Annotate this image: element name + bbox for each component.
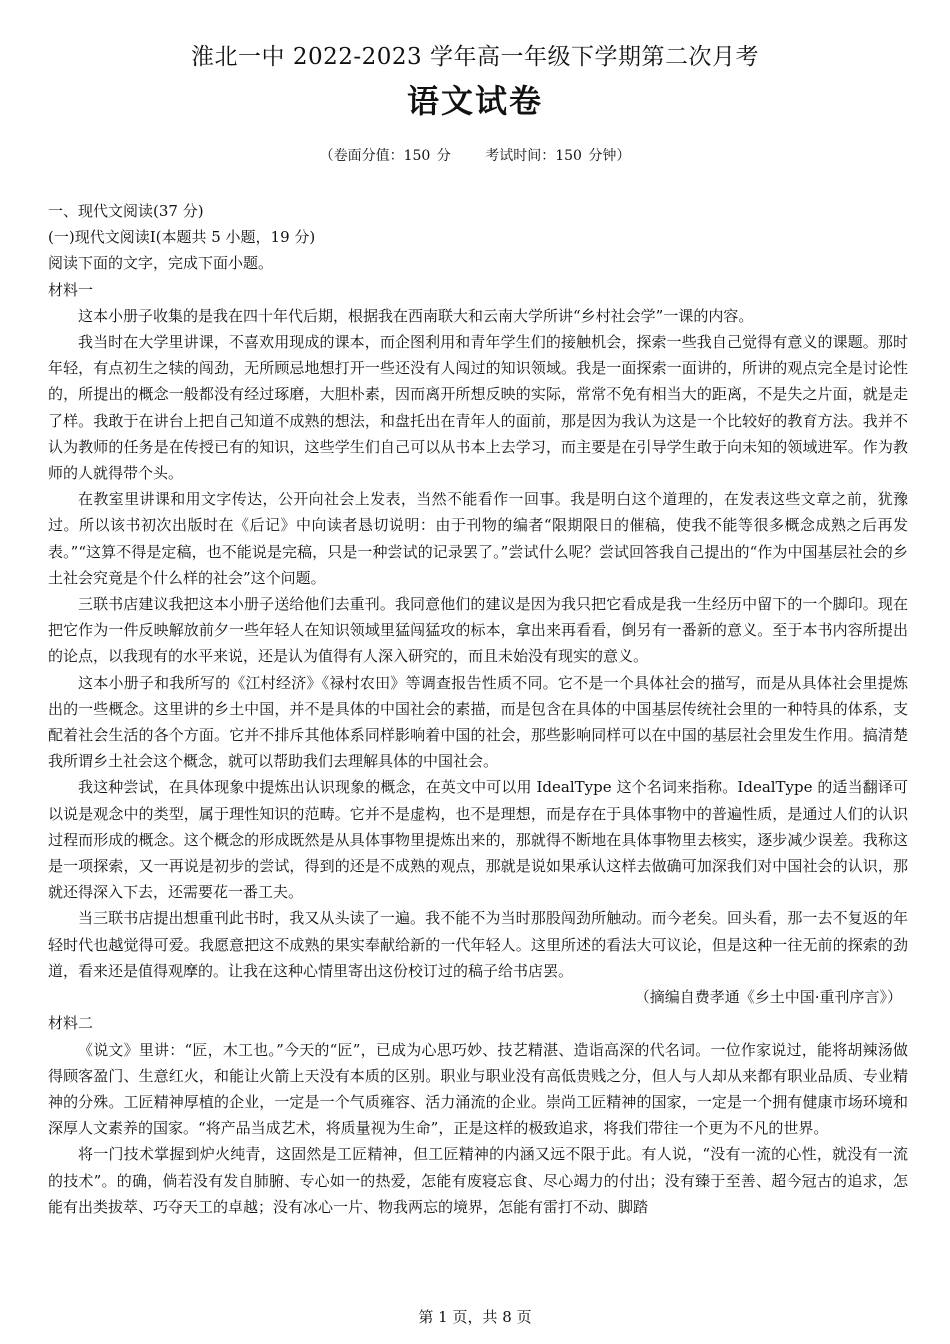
exam-meta: [0, 145, 950, 165]
paragraph: 当三联书店提出想重刊此书时，我又从头读了一遍。我不能不为当时那股闯劲所触动。而今老矣。回头看，那一去不复返的年轻时代也越觉得可爱。我愿意把这不成熟的果实奉献给新的一代年轻人。这里所述的看法大可议论，但是这种一往无前的探索的劲道，看来还是值得观摩的。让我在这种心情里寄出这份校订过的稿子给书店罢。: [48, 909, 908, 980]
paragraph: 这本小册子收集的是我在四十年代后期，根据我在西南联大和云南大学所讲“乡村社会学”一课的内容。: [78, 306, 754, 325]
paragraph: 将一门技术掌握到炉火纯青，这固然是工匠精神，但工匠精神的内涵又远不限于此。有人说，“没有一流的心性，就没有一流的技术”。的确，倘若没有发自肺腑、专心如一的热爱，怎能有废寝忘食、尽心竭力的付出；没有臻于至善、超今冠古的追求，怎能有出类拔萃、巧夺天工的卓越；没有冰心一片、物我两忘的境界，怎能有雷打不动、脚踏: [48, 1145, 908, 1216]
paragraph: 三联书店建议我把这本小册子送给他们去重刊。我同意他们的建议是因为我只把它看成是我一生经历中留下的一个脚印。现在把它作为一件反映解放前夕一些年轻人在知识领域里猛闯猛攻的标本，拿出来再看看，倒另有一番新的意义。至于本书内容所提出的论点，以我现有的水平来说，还是认为值得有人深入研究的，而且未始没有现实的意义。: [48, 595, 908, 666]
paragraph: 我当时在大学里讲课，不喜欢用现成的课本，而企图利用和青年学生们的接触机会，探索一些我自己觉得有意义的课题。那时年轻，有点初生之犊的闯劲，无所顾忌地想打开一些还没有人闯过的知识领域。我是一面探索一面讲的，所讲的观点完全是讨论性的，所提出的概念一般都没有经过琢磨，大胆朴素，因而离开所想反映的实际，常常不免有相当大的距离，不是失之片面，就是走了样。我敢于在讲台上把自己知道不成熟的想法，和盘托出在青年人的面前，那是因为我认为这是一个比较好的教育方法。我并不认为教师的任务是在传授已有的知识，这些学生们自己可以从书本上去学习，而主要是在引导学生敢于向未知的领域进军。作为教师的人就得带个头。: [48, 333, 908, 483]
instruction: 阅读下面的文字，完成下面小题。: [48, 254, 274, 273]
exam-title: 淮北一中 2022-2023 学年高一年级下学期第二次月考: [191, 44, 759, 70]
exam-subject-title: 语文试卷: [406, 82, 543, 120]
paragraph: 我这种尝试，在具体现象中提炼出认识现象的概念，在英文中可以用 IdealType 这个名词来指称。IdealType 的适当翻译可以说是观念中的类型，属于理性知识的范畴。它并不是虚构，也不是理想，而是存在于具体事物中的普遍性质，是通过人们的认识过程而形成的概念。这个概念的形成既然是从具体事物里提炼出来的，那就得不断地在具体事物里去核实，逐步减少误差。我称这是一项探索，又一再说是初步的尝试，得到的还是不成熟的观点，那就是说如果承认这样去做确可加深我们对中国社会的认识，那就还得深入下去，还需要花一番工夫。: [48, 778, 908, 902]
paragraph: 《说文》里讲：“匠，木工也。”今天的“匠”，已成为心思巧妙、技艺精湛、造诣高深的代名词。一位作家说过，能将胡辣汤做得顾客盈门、生意红火，和能让火箭上天没有本质的区别。职业与职业没有高低贵贱之分，但人与人却从来都有职业品质、专业精神的分殊。工匠精神厚植的企业，一定是一个气质雍容、活力涌流的企业。崇尚工匠精神的国家，一定是一个拥有健康市场环境和深厚人文素养的国家。“将产品当成艺术，将质量视为生命”，正是这样的极致追求，将我们带往一个更为不凡的世界。: [48, 1040, 908, 1138]
paragraph: 这本小册子和我所写的《江村经济》《禄村农田》等调查报告性质不同。它不是一个具体社会的描写，而是从具体社会里提炼出的一些概念。这里讲的乡土中国，并不是具体的中国社会的素描，而是包含在具体的中国基层传统社会里的一种特具的体系，支配着社会生活的各个方面。它并不排斥其他体系同样影响着中国的社会，那些影响同样可以在中国的基层社会里发生作用。搞清楚我所谓乡土社会这个概念，就可以帮助我们去理解具体的中国社会。: [48, 673, 908, 771]
material-label: 材料一: [48, 280, 94, 299]
page-footer: 第 1 页，共 8 页: [418, 1308, 532, 1326]
section-heading: 一、现代文阅读(37 分): [48, 202, 204, 220]
source-citation: （摘编自费孝通《乡土中国·重刊序言》）: [634, 988, 902, 1007]
exam-body: [48, 198, 908, 1220]
score-info: （卷面分值：150 分: [319, 148, 451, 164]
paragraph: 在教室里讲课和用文字传达，公开向社会上发表，当然不能看作一回事。我是明白这个道理的，在发表这些文章之前，犹豫过。所以该书初次出版时在《后记》中向读者恳切说明：由于刊物的编者“限期限日的催稿，使我不能等很多概念成熟之后再发表。”“这算不得是定稿，也不能说是完稿，只是一种尝试的记录罢了。”尝试什么呢？尝试回答我自己提出的“作为中国基层社会的乡土社会究竟是个什么样的社会”这个问题。: [48, 490, 908, 587]
material-label: 材料二: [48, 1014, 94, 1033]
time-info: 考试时间：150 分钟）: [485, 148, 631, 164]
section-subheading: (一)现代文阅读Ⅰ(本题共 5 小题，19 分): [48, 228, 316, 247]
